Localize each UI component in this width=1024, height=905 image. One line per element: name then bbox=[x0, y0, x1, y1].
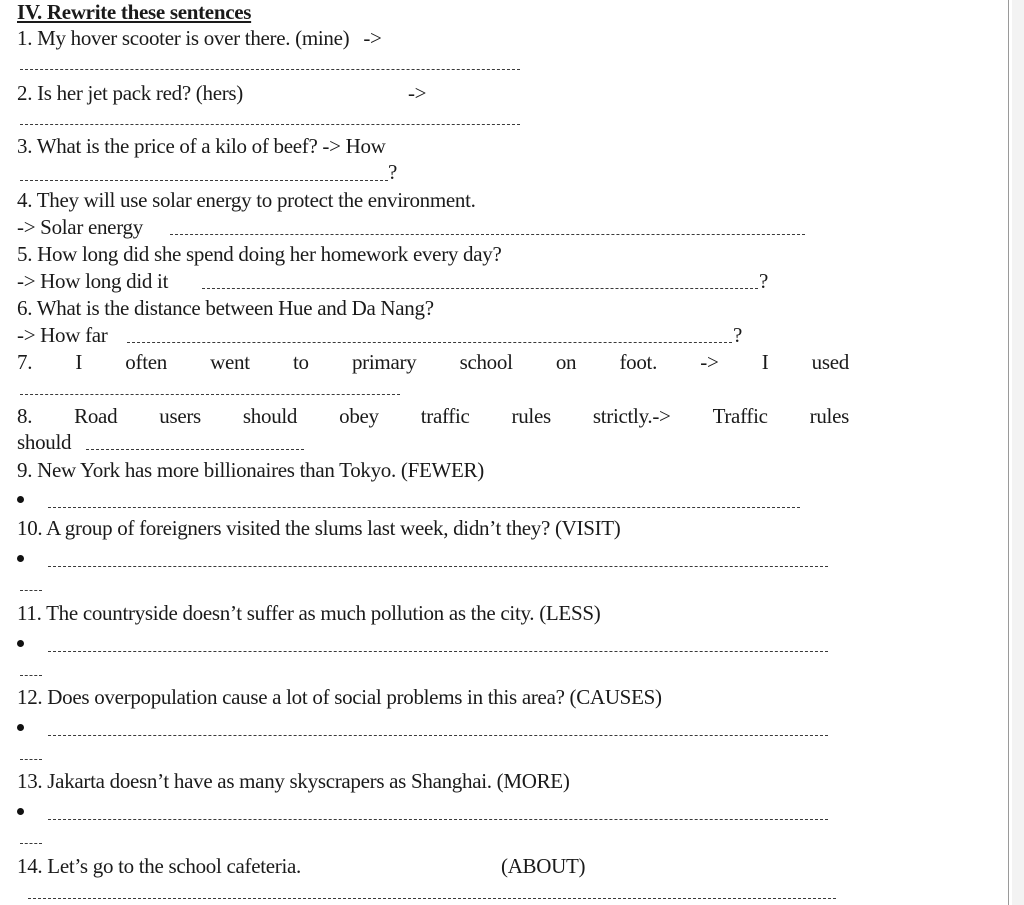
question-end-mark: ? bbox=[388, 160, 398, 184]
arrow: -> bbox=[363, 26, 382, 50]
word: traffic bbox=[420, 404, 470, 428]
question-text: 2. Is her jet pack red? (hers) bbox=[17, 81, 243, 105]
question-2 bbox=[17, 81, 426, 105]
word: strictly.-> bbox=[592, 404, 671, 428]
question-1 bbox=[17, 26, 382, 50]
question-8 bbox=[17, 404, 849, 428]
answer-line-6[interactable] bbox=[127, 342, 732, 343]
answer-line-9[interactable] bbox=[48, 507, 800, 508]
word: I bbox=[761, 350, 769, 374]
word: foot. bbox=[619, 350, 658, 374]
word: rules bbox=[511, 404, 551, 428]
word: often bbox=[125, 350, 167, 374]
page-title: IV. Rewrite these sentences bbox=[17, 0, 252, 24]
answer-prompt-6: -> How far bbox=[17, 323, 108, 347]
answer-line-3[interactable] bbox=[20, 180, 388, 181]
question-12: 12. Does overpopulation cause a lot of social problems in this area? (CAUSES) bbox=[17, 685, 662, 709]
question-5: 5. How long did she spend doing her homework every day? bbox=[17, 242, 502, 266]
word: primary bbox=[351, 350, 417, 374]
bullet bbox=[17, 496, 24, 503]
word: Traffic bbox=[712, 404, 768, 428]
arrow: -> bbox=[407, 81, 427, 105]
answer-prompt-4: -> Solar energy bbox=[17, 215, 143, 239]
answer-line-1[interactable] bbox=[20, 69, 520, 70]
line-continuation bbox=[20, 759, 42, 760]
question-end-mark: ? bbox=[733, 323, 743, 347]
answer-prompt-8: should bbox=[17, 430, 72, 454]
question-13: 13. Jakarta doesn’t have as many skyscrapers as Shanghai. (MORE) bbox=[17, 769, 570, 793]
question-4: 4. They will use solar energy to protect the environment. bbox=[17, 188, 476, 212]
word: users bbox=[159, 404, 201, 428]
word: should bbox=[242, 404, 298, 428]
word: school bbox=[459, 350, 513, 374]
question-11: 11. The countryside doesn’t suffer as much pollution as the city. (LESS) bbox=[17, 601, 601, 625]
answer-line-12[interactable] bbox=[48, 735, 828, 736]
word: -> bbox=[700, 350, 719, 374]
bullet bbox=[17, 555, 24, 562]
question-text: 1. My hover scooter is over there. (mine) bbox=[17, 26, 350, 50]
answer-line-11[interactable] bbox=[48, 651, 828, 652]
word: I bbox=[75, 350, 83, 374]
page-margin bbox=[1012, 0, 1024, 905]
word: used bbox=[811, 350, 849, 374]
question-text: 14. Let’s go to the school cafeteria. bbox=[17, 854, 301, 878]
question-14 bbox=[17, 854, 301, 878]
word: Road bbox=[74, 404, 118, 428]
answer-prompt-5: -> How long did it bbox=[17, 269, 169, 293]
answer-line-7[interactable] bbox=[20, 394, 400, 395]
page-edge bbox=[1008, 0, 1009, 905]
bullet bbox=[17, 808, 24, 815]
answer-line-5[interactable] bbox=[202, 288, 758, 289]
answer-line-14[interactable] bbox=[28, 898, 836, 899]
answer-line-4[interactable] bbox=[170, 234, 805, 235]
line-continuation bbox=[20, 675, 42, 676]
bullet bbox=[17, 640, 24, 647]
word: 8. bbox=[17, 404, 33, 428]
answer-line-2[interactable] bbox=[20, 124, 520, 125]
word: 7. bbox=[17, 350, 33, 374]
word: went bbox=[210, 350, 250, 374]
question-6: 6. What is the distance between Hue and Da Nang? bbox=[17, 296, 434, 320]
bullet bbox=[17, 724, 24, 731]
word: obey bbox=[339, 404, 379, 428]
word: on bbox=[555, 350, 577, 374]
answer-line-13[interactable] bbox=[48, 819, 828, 820]
answer-line-10[interactable] bbox=[48, 566, 828, 567]
word: rules bbox=[809, 404, 849, 428]
question-end-mark: ? bbox=[759, 269, 769, 293]
question-hint: (ABOUT) bbox=[501, 854, 586, 878]
question-3: 3. What is the price of a kilo of beef? -> How bbox=[17, 134, 386, 158]
word: to bbox=[293, 350, 309, 374]
answer-line-8[interactable] bbox=[86, 449, 304, 450]
question-10: 10. A group of foreigners visited the slums last week, didn’t they? (VISIT) bbox=[17, 516, 621, 540]
question-7 bbox=[17, 350, 849, 374]
question-9: 9. New York has more billionaires than Tokyo. (FEWER) bbox=[17, 458, 484, 482]
line-continuation bbox=[20, 843, 42, 844]
line-continuation bbox=[20, 590, 42, 591]
